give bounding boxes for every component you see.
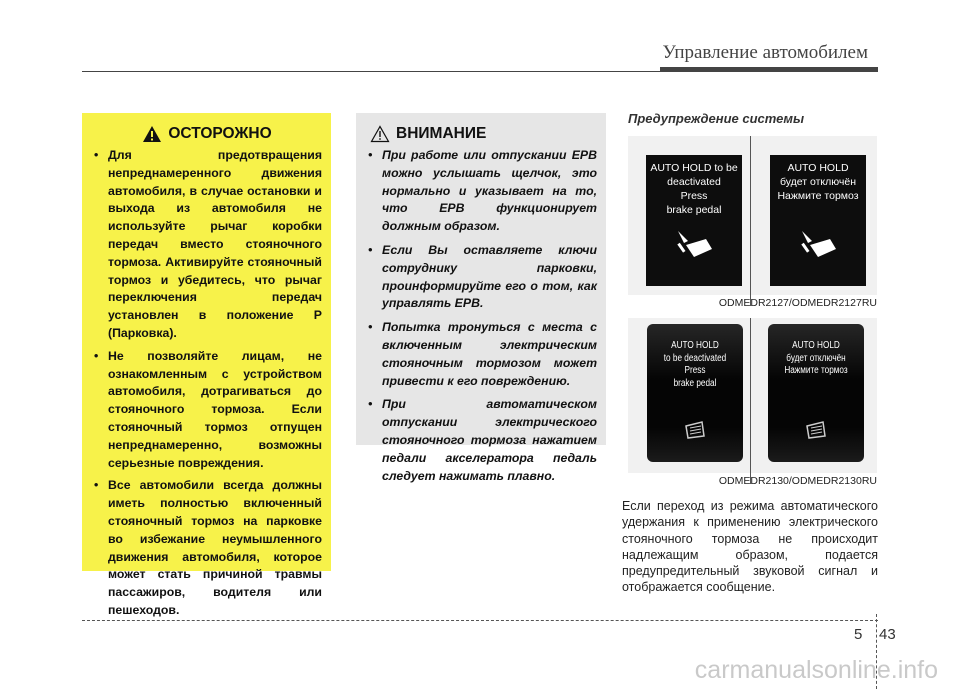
cluster-screen-en <box>646 155 742 286</box>
screen-text: brake pedal <box>666 204 722 216</box>
screen-text: brake pedal <box>673 377 717 389</box>
screen-text: Нажмите тормоз <box>777 190 859 202</box>
caution-item: • Для предотвращения непреднамеренного движения автомобиля, в случае остановки и выхода из автомобиля не используйте рычаг коробки передач вместо стояночного тормоза. Активируйте стояночный тормоз и убедитесь, что рычаг переключения передач установлен в положение P (Парковка). <box>92 147 322 343</box>
notice-heading <box>366 125 597 143</box>
figure-label: ODMEDR2127/ODMEDR2127RU <box>718 297 877 309</box>
screen-text: deactivated <box>667 176 721 188</box>
header-rule-accent <box>660 67 878 72</box>
notice-list <box>366 147 597 485</box>
screen-text: AUTO HOLD <box>671 340 719 351</box>
notice-title: ВНИМАНИЕ <box>396 125 487 142</box>
notice-item: • При автоматическом отпускании электрического стояночного тормоза нажатием педали акселератора педаль следует нажимать плавно. <box>366 396 597 485</box>
screen-text: AUTO HOLD <box>792 340 840 351</box>
notice-item: • При работе или отпускании EPB можно услышать щелчок, это нормально и указывает на то, что EPB функционирует должным образом. <box>366 147 597 236</box>
caution-heading <box>92 125 322 143</box>
page-header-title: Управление автомобилем <box>662 42 868 63</box>
screen-text: будет отключён <box>786 352 846 364</box>
body-paragraph: Если переход из режима автоматического удержания к применению электрического стояночного тормоза не происходит надлежащим образом, подается предупредительный звуковой сигнал и отображается сообщение. <box>622 499 878 595</box>
figure-divider <box>750 318 751 484</box>
notice-item: • Попытка тронуться с места с включенным электрическим стояночным тормозом может привести к его повреждению. <box>366 319 597 390</box>
section-title: Предупреждение системы <box>628 111 805 126</box>
chapter-number: 5 <box>854 626 863 643</box>
notice-item: • Если Вы оставляете ключи сотруднику парковки, проинформируйте его о том, как управлять EPB. <box>366 242 597 313</box>
cluster-screen-ru <box>770 155 866 286</box>
figure-label: ODMEDR2130/ODMEDR2130RU <box>718 475 877 487</box>
footer-rule <box>82 620 878 621</box>
cluster-screen-ru <box>768 324 864 462</box>
caution-box <box>82 113 331 617</box>
caution-list <box>92 147 322 620</box>
figure-divider <box>750 136 751 306</box>
screen-text: AUTO HOLD to be <box>650 162 738 174</box>
caution-item: • Все автомобили всегда должны иметь полностью включенный стояночный тормоз на парковке во избежание неумышленного движения автомобиля, которое может стать причиной травмы пассажиров, водителя или пешеходов. <box>92 477 322 619</box>
caution-item: • Не позволяйте лицам, не ознакомленным с устройством автомобиля, дотрагиваться до стояночного тормоза. Если стояночный тормоз отпущен непреднамеренно, возможны серьезные повреждения. <box>92 348 322 473</box>
watermark: carmanualsonline.info <box>694 656 938 684</box>
brake-pedal-icon <box>805 420 827 445</box>
brake-pedal-icon <box>684 420 706 445</box>
screen-text: to be deactivated <box>663 352 727 364</box>
notice-triangle-icon <box>370 125 390 143</box>
notice-box <box>356 113 606 483</box>
warning-triangle-icon <box>142 125 162 143</box>
brake-pedal-icon <box>798 229 840 265</box>
screen-text: Press <box>680 190 708 202</box>
screen-text: Press <box>684 365 706 376</box>
screen-text: будет отключён <box>779 176 857 188</box>
page-index: 43 <box>879 626 896 643</box>
brake-pedal-icon <box>674 229 716 265</box>
screen-text: AUTO HOLD <box>787 162 849 174</box>
cluster-screen-en <box>647 324 743 462</box>
caution-title: ОСТОРОЖНО <box>168 125 272 142</box>
page-number <box>854 626 896 643</box>
screen-text: Нажмите тормоз <box>784 365 848 376</box>
